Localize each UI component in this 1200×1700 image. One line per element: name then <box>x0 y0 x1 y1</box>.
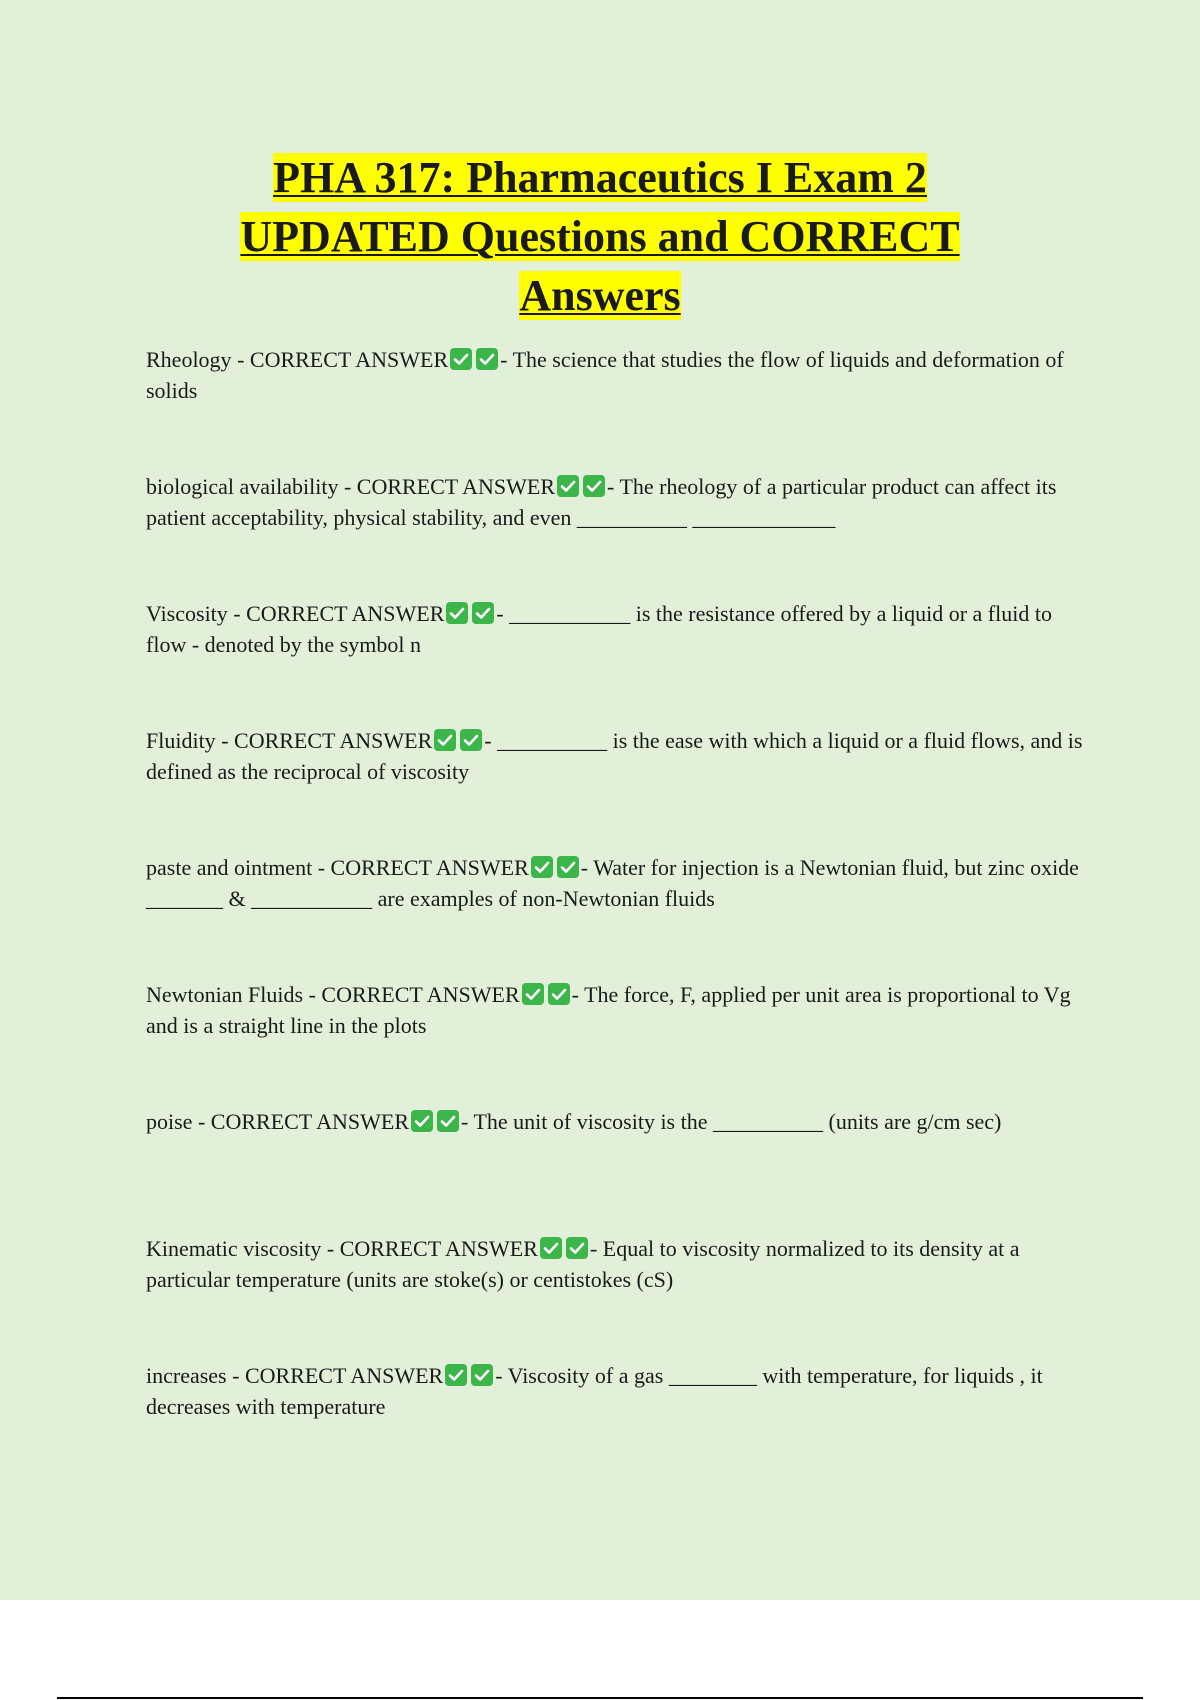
qa-item <box>146 471 1086 533</box>
qa-definition: - Water for injection is a Newtonian fluid, but zinc oxide _______ & ___________ are examples of non-Newtonian fluids <box>146 855 1079 911</box>
qa-definition: - The science that studies the flow of liquids and deformation of solids <box>146 347 1064 403</box>
qa-term: increases <box>146 1363 227 1388</box>
qa-separator: - <box>338 474 357 499</box>
check-box-icon <box>583 475 605 497</box>
check-box-icon <box>476 348 498 370</box>
qa-definition: - ___________ is the resistance offered by a liquid or a fluid to flow - denoted by the symbol n <box>146 601 1052 657</box>
qa-separator: - <box>303 982 322 1007</box>
check-box-icon <box>531 856 553 878</box>
qa-label: CORRECT ANSWER <box>356 474 556 499</box>
qa-term: poise <box>146 1109 193 1134</box>
qa-label: CORRECT ANSWER <box>249 347 449 372</box>
qa-separator: - <box>321 1236 340 1261</box>
qa-label: CORRECT ANSWER <box>321 982 520 1007</box>
qa-separator: - <box>226 1363 245 1388</box>
qa-label: CORRECT ANSWER <box>339 1236 538 1261</box>
check-box-icon <box>472 602 494 624</box>
qa-label: CORRECT ANSWER <box>210 1109 410 1134</box>
qa-separator: - <box>215 728 235 753</box>
check-box-icon <box>450 348 472 370</box>
qa-separator: - <box>227 601 247 626</box>
check-box-icon <box>522 983 544 1005</box>
qa-separator: - <box>312 855 331 880</box>
footer-rule <box>57 1697 1143 1699</box>
qa-term: Kinematic viscosity <box>146 1236 322 1261</box>
qa-term: Fluidity <box>146 728 216 753</box>
qa-term: Viscosity <box>146 601 228 626</box>
check-box-icon <box>557 475 579 497</box>
qa-definition: - __________ is the ease with which a liquid or a fluid flows, and is defined as the reciprocal of viscosity <box>146 728 1083 784</box>
qa-definition: - Equal to viscosity normalized to its density at a particular temperature (units are stoke(s) or centistokes (cS) <box>146 1236 1020 1292</box>
title-line: Answers <box>519 271 681 320</box>
qa-definition: - Viscosity of a gas ________ with temperature, for liquids , it decreases with temperature <box>146 1363 1043 1419</box>
qa-separator: - <box>231 347 250 372</box>
check-box-icon <box>446 602 468 624</box>
qa-item <box>146 852 1086 914</box>
qa-item <box>146 979 1086 1041</box>
title-line: UPDATED Questions and CORRECT <box>240 212 960 261</box>
qa-item <box>146 1360 1086 1422</box>
qa-separator: - <box>192 1109 211 1134</box>
qa-item <box>146 344 1086 406</box>
check-box-icon <box>566 1237 588 1259</box>
check-box-icon <box>540 1237 562 1259</box>
qa-item <box>146 1233 1086 1295</box>
qa-term: Rheology <box>146 347 232 372</box>
check-box-icon <box>411 1110 433 1132</box>
qa-definition: - The force, F, applied per unit area is proportional to Vg and is a straight line in the plots <box>146 982 1071 1038</box>
qa-item <box>146 725 1086 787</box>
check-box-icon <box>471 1364 493 1386</box>
qa-label: CORRECT ANSWER <box>330 855 529 880</box>
qa-term: Newtonian Fluids <box>146 982 304 1007</box>
qa-definition: - The unit of viscosity is the __________ (units are g/cm sec) <box>461 1109 1002 1134</box>
check-box-icon <box>548 983 570 1005</box>
document-title <box>0 148 1200 325</box>
check-box-icon <box>557 856 579 878</box>
qa-term: paste and ointment <box>146 855 313 880</box>
check-box-icon <box>437 1110 459 1132</box>
title-line: PHA 317: Pharmaceutics I Exam 2 <box>273 153 927 202</box>
qa-item <box>146 598 1086 660</box>
qa-definition: - The rheology of a particular product can affect its patient acceptability, physical stability, and even __________ _____________ <box>146 474 1057 530</box>
check-box-icon <box>434 729 456 751</box>
check-box-icon <box>460 729 482 751</box>
qa-label: CORRECT ANSWER <box>244 1363 444 1388</box>
qa-item <box>146 1106 1086 1137</box>
qa-term: biological availability <box>146 474 339 499</box>
qa-label: CORRECT ANSWER <box>234 728 433 753</box>
qa-label: CORRECT ANSWER <box>246 601 445 626</box>
check-box-icon <box>445 1364 467 1386</box>
